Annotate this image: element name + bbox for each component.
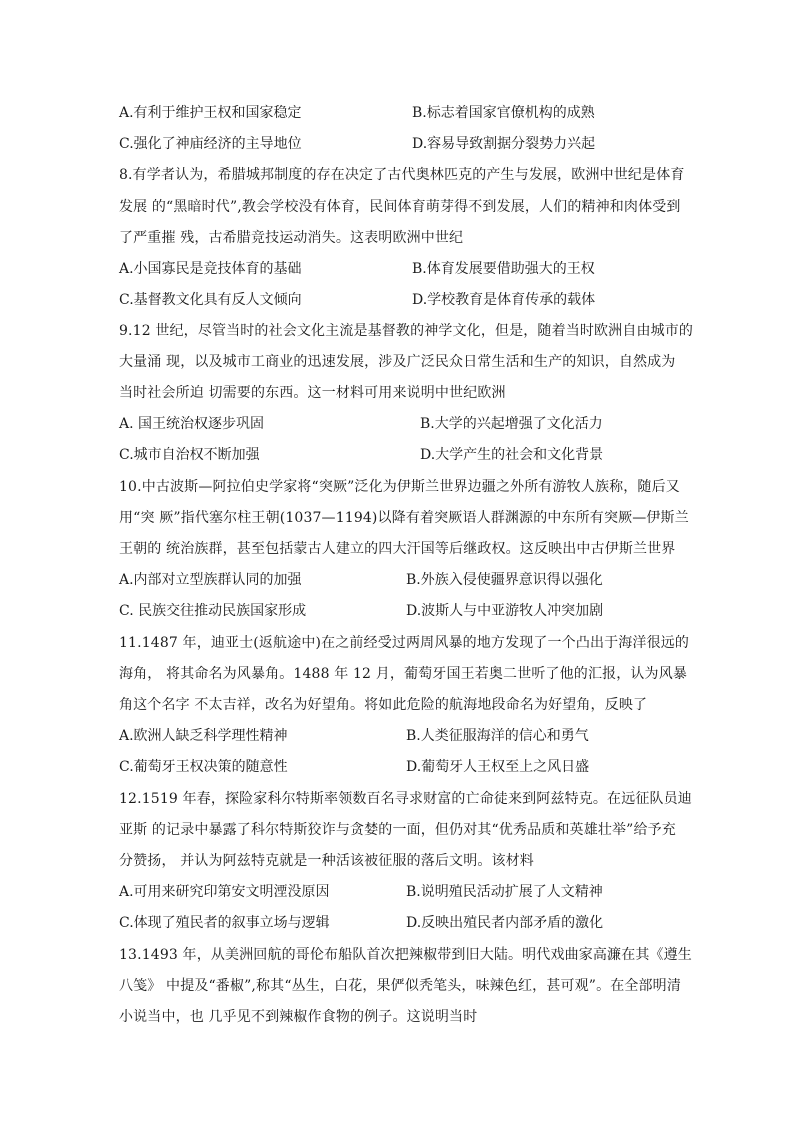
q8-option-b: B.体育发展要借助强大的王权	[412, 261, 595, 277]
q8-option-c: C.基督教文化具有反人文倾向	[119, 292, 302, 308]
q10-stem-line-1: 10.中古波斯—阿拉伯史学家将“突厥”泛化为伊斯兰世界边疆之外所有游牧人族称，随后又	[119, 479, 680, 495]
q11-stem-line-1: 11.1487 年，迪亚士(返航途中)在之前经受过两周风暴的地方发现了一个凸出于海洋很远的	[119, 635, 690, 651]
q10-option-d: D.波斯人与中亚游牧人冲突加剧	[406, 603, 604, 619]
q8-stem-line-1: 8.有学者认为，希腊城邦制度的存在决定了古代奥林匹克的产生与发展，欧洲中世纪是体育	[119, 167, 685, 183]
q8-stem-line-2: 发展 的“黑暗时代”,教会学校没有体育，民间体育萌芽得不到发展，人们的精神和肉体受到	[119, 199, 681, 215]
q12-stem-line-1: 12.1519 年春，探险家科尔特斯率领数百名寻求财富的亡命徒来到阿兹特克。在远征队员迪	[119, 791, 692, 807]
q9-stem-line-2: 大量涌 现，以及城市工商业的迅速发展，涉及广泛民众日常生活和生产的知识，自然成为	[119, 354, 676, 370]
q11-option-b: B.人类征服海洋的信心和勇气	[406, 728, 589, 744]
q11-option-c: C.葡萄牙王权决策的随意性	[119, 759, 288, 775]
q9-stem-line-3: 当时社会所迫 切需要的东西。这一材料可用来说明中世纪欧洲	[119, 385, 506, 401]
q12-option-b: B.说明殖民活动扩展了人文精神	[406, 884, 603, 900]
q8-option-d: D.学校教育是体育传承的载体	[412, 292, 596, 308]
q11-stem-line-2: 海角， 将其命名为风暴角。1488 年 12 月，葡萄牙国王若奥二世听了他的汇报，认为风暴	[119, 666, 687, 682]
q12-option-a: A.可用来研究印第安文明湮没原因	[119, 884, 330, 900]
q11-option-d: D.葡萄牙人王权至上之风日盛	[406, 759, 590, 775]
q7-option-a: A.有利于维护王权和国家稳定	[119, 105, 302, 121]
q12-stem-line-2: 亚斯 的记录中暴露了科尔特斯狡诈与贪婪的一面，但仍对其“优秀品质和英雄壮举”给予充	[119, 822, 676, 838]
q11-option-a: A.欧洲人缺乏科学理性精神	[119, 728, 288, 744]
q10-option-b: B.外族入侵使疆界意识得以强化	[406, 572, 603, 588]
q8-option-a: A.小国寡民是竞技体育的基础	[119, 261, 302, 277]
q9-option-a: A. 国王统治权逐步巩固	[119, 416, 265, 432]
q7-option-c: C.强化了神庙经济的主导地位	[119, 136, 302, 152]
q13-stem-line-3: 小说当中，也 几乎见不到辣椒作食物的例子。这说明当时	[119, 1009, 478, 1025]
q10-option-a: A.内部对立型族群认同的加强	[119, 572, 302, 588]
q13-stem-line-1: 13.1493 年，从美洲回航的哥伦布船队首次把辣椒带到旧大陆。明代戏曲家高濂在其《遵生	[119, 947, 692, 963]
q7-option-b: B.标志着国家官僚机构的成熟	[412, 105, 595, 121]
q12-option-c: C.体现了殖民者的叙事立场与逻辑	[119, 915, 330, 931]
q13-stem-line-2: 八笺》 中提及“番椒”,称其“丛生，白花，果俨似秃笔头，味辣色红，甚可观”。在全部明清	[119, 978, 681, 994]
q9-option-c: C.城市自治权不断加强	[119, 447, 260, 463]
q10-stem-line-3: 王朝的 统治族群，甚至包括蒙古人建立的四大汗国等后继政权。这反映出中古伊斯兰世界	[119, 541, 676, 557]
q12-stem-line-3: 分赞扬， 并认为阿兹特克就是一种活该被征服的落后文明。该材料	[119, 853, 534, 869]
q11-stem-line-3: 角这个名字 不太吉祥，改名为好望角。将如此危险的航海地段命名为好望角，反映了	[119, 697, 648, 713]
q7-option-d: D.容易导致割据分裂势力兴起	[412, 136, 596, 152]
q9-option-d: D.大学产生的社会和文化背景	[420, 447, 604, 463]
q9-option-b: B.大学的兴起增强了文化活力	[420, 416, 603, 432]
q9-stem-line-1: 9.12 世纪，尽管当时的社会文化主流是基督教的神学文化，但是，随着当时欧洲自由城市的	[119, 323, 694, 339]
q10-option-c: C. 民族交往推动民族国家形成	[119, 603, 307, 619]
q12-option-d: D.反映出殖民者内部矛盾的激化	[406, 915, 604, 931]
q10-stem-line-2: 用“突 厥”指代塞尔柱王朝(1037—1194)以降有着突厥语人群渊源的中东所有突厥—伊斯兰	[119, 510, 689, 526]
q8-stem-line-3: 了严重摧 残，古希腊竞技运动消失。这表明欧洲中世纪	[119, 230, 464, 246]
